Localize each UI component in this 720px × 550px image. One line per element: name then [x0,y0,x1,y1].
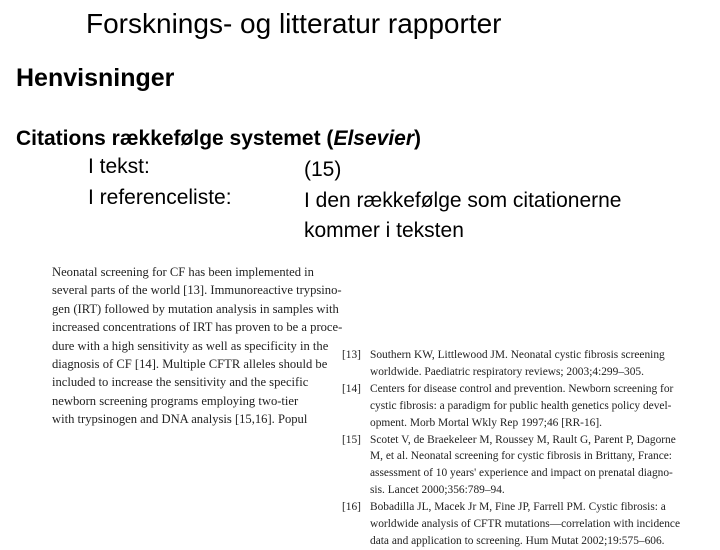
reference-number: [15] [342,433,361,446]
reference-number: [13] [342,349,361,361]
reference-line: Centers for disease control and prevention. Newborn screening for [370,382,674,395]
reference-entry [342,347,678,381]
reference-line: opment. Morb Mortal Wkly Rep 1997;46 [RR-16]. [370,416,603,429]
slide-title: Forsknings- og litteratur rapporter [86,8,502,39]
reference-line: Southern KW, Littlewood JM. Neonatal cystic fibrosis screening [370,349,665,361]
reference-entry [342,381,678,432]
section-heading: Henvisninger [16,64,175,92]
excerpt-line: Neonatal screening for CF has been implemented in [52,265,314,279]
excerpt-line: included to increase the sensitivity and the specific [52,375,309,390]
reference-number: [14] [342,382,361,395]
reference-list-value [304,186,621,246]
system-title-prefix: Citations rækkefølge systemet ( [16,127,334,150]
reference-line: data and application to screening. Hum Mutat 2002;19:575–606. [370,534,665,547]
reference-list-value-line: I den rækkefølge som citationerne [304,189,622,212]
reference-line: Bobadilla JL, Macek Jr M, Fine JP, Farrell PM. Cystic fibrosis: a [370,501,666,514]
excerpt-line: dure with a high sensitivity as well as specificity in the [52,338,329,353]
reference-line: sis. Lancet 2000;356:789–94. [370,484,505,497]
excerpt-line: several parts of the world [13]. Immunoreactive trypsino- [52,283,342,298]
in-text-label: I tekst: [88,155,150,178]
reference-line: worldwide analysis of CFTR mutations—correlation with incidence [370,518,681,531]
reference-line: assessment of 10 years' experience and impact on prenatal diagno- [370,467,673,480]
reference-line: cystic fibrosis: a paradigm for public health genetics policy devel- [370,399,672,412]
reference-number: [16] [342,501,361,514]
reference-line: Scotet V, de Braekeleer M, Roussey M, Rault G, Parent P, Dagorne [370,433,676,446]
reference-entry [342,432,678,500]
reference-entry [342,499,681,550]
reference-list-label: I referenceliste: [88,186,232,209]
excerpt-line: newborn screening programs employing two-tier [52,393,299,408]
reference-list-excerpt [342,347,681,550]
excerpt-line: increased concentrations of IRT has proven to be a proce- [52,320,343,335]
reference-line: M, et al. Neonatal screening for cystic fibrosis in Brittany, France: [370,450,672,463]
reference-list-value-line: kommer i teksten [304,219,464,242]
citation-system-title [16,127,421,151]
reference-line: worldwide. Paediatric respiratory reviews; 2003;4:299–305. [370,365,644,378]
excerpt-line: diagnosis of CF [14]. Multiple CFTR alleles should be [52,357,328,372]
article-text-excerpt [52,263,370,427]
in-text-value: (15) [304,158,342,181]
excerpt-line: with trypsinogen and DNA analysis [15,16]. Popul [52,412,308,427]
excerpt-line: gen (IRT) followed by mutation analysis in samples with [52,301,339,316]
system-name: Elsevier [333,127,415,150]
system-title-suffix: ) [414,127,422,150]
